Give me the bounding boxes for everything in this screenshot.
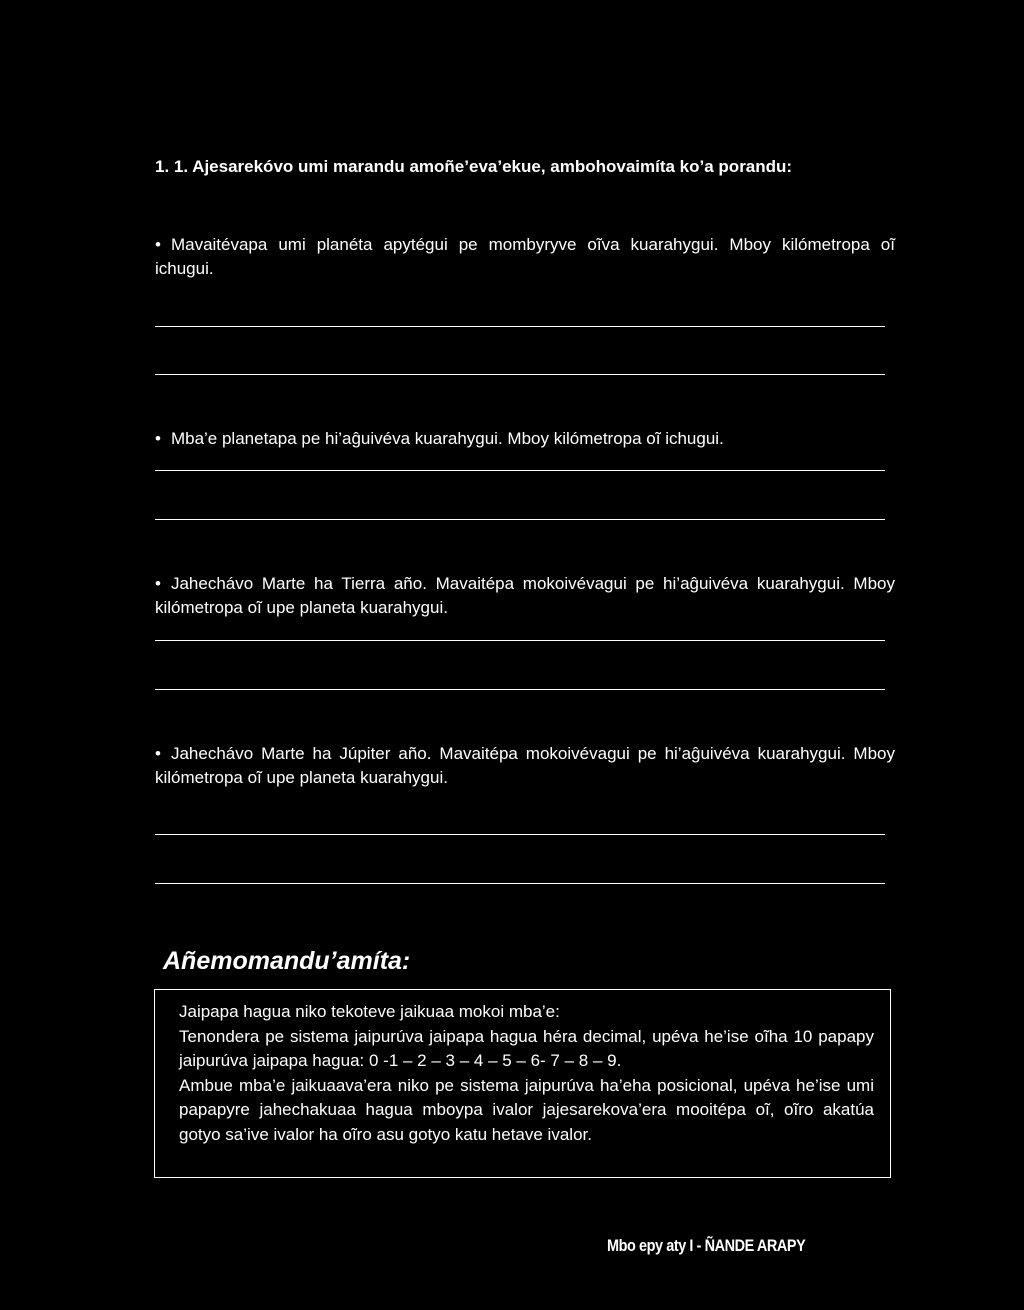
- answer-line[interactable]: [155, 374, 885, 375]
- answer-line[interactable]: [155, 834, 885, 835]
- bullet: •: [155, 744, 161, 763]
- question-text: Mba’e planetapa pe hi’aĝuivéva kuarahygui. Mboy kilómetropa oĩ ichugui.: [170, 429, 724, 448]
- answer-line[interactable]: [155, 470, 885, 471]
- note-paragraph: Ambue mba’e jaikuaava’era niko pe sistema jaipurúva ha’eha posicional, upéva he’ise umi papapyre jahechakuaa hagua mboypa ivalor jajesarekova’era mooitépa oĩ, oĩro akatúa gotyo sa’ive ivalor ha oĩro asu gotyo katu hetave ivalor.: [179, 1075, 874, 1144]
- answer-line[interactable]: [155, 326, 885, 327]
- note-paragraph: Jaipapa hagua niko tekoteve jaikuaa mokoi mba’e:: [179, 1002, 560, 1021]
- question-4: [155, 742, 895, 790]
- answer-line[interactable]: [155, 883, 885, 884]
- page-footer: Mbo epy aty I - ÑANDE ARAPY: [607, 1236, 806, 1255]
- question-text: Mavaitévapa umi planéta apytégui pe mombyryve oĩva kuarahygui. Mboy kilómetropa oĩ ichugui.: [155, 235, 895, 278]
- note-title: Añemomandu’amíta:: [163, 947, 411, 975]
- note-box: [154, 989, 891, 1178]
- question-3: [155, 572, 895, 620]
- bullet: •: [155, 574, 161, 593]
- answer-line[interactable]: [155, 689, 885, 690]
- question-text: Jahechávo Marte ha Tierra año. Mavaitépa mokoivévagui pe hi’aĝuivéva kuarahygui. Mboy kilómetropa oĩ upe planeta kuarahygui.: [155, 574, 895, 617]
- note-paragraph: Tenondera pe sistema jaipurúva jaipapa hagua héra decimal, upéva he’ise oĩha 10 papapy jaipurúva jaipapa hagua: 0 -1 – 2 – 3 – 4 – 5 – 6- 7 – 8 – 9.: [179, 1026, 874, 1070]
- answer-line[interactable]: [155, 640, 885, 641]
- answer-line[interactable]: [155, 519, 885, 520]
- bullet: •: [155, 429, 161, 448]
- question-text: Jahechávo Marte ha Júpiter año. Mavaitépa mokoivévagui pe hi’aĝuivéva kuarahygui. Mboy kilómetropa oĩ upe planeta kuarahygui.: [155, 744, 895, 787]
- exercise-heading: 1. 1. Ajesarekóvo umi marandu amoñe’eva’ekue, ambohovaimíta ko’a porandu:: [155, 157, 793, 176]
- bullet: •: [155, 235, 161, 254]
- question-2: [155, 427, 895, 451]
- question-1: [155, 233, 895, 281]
